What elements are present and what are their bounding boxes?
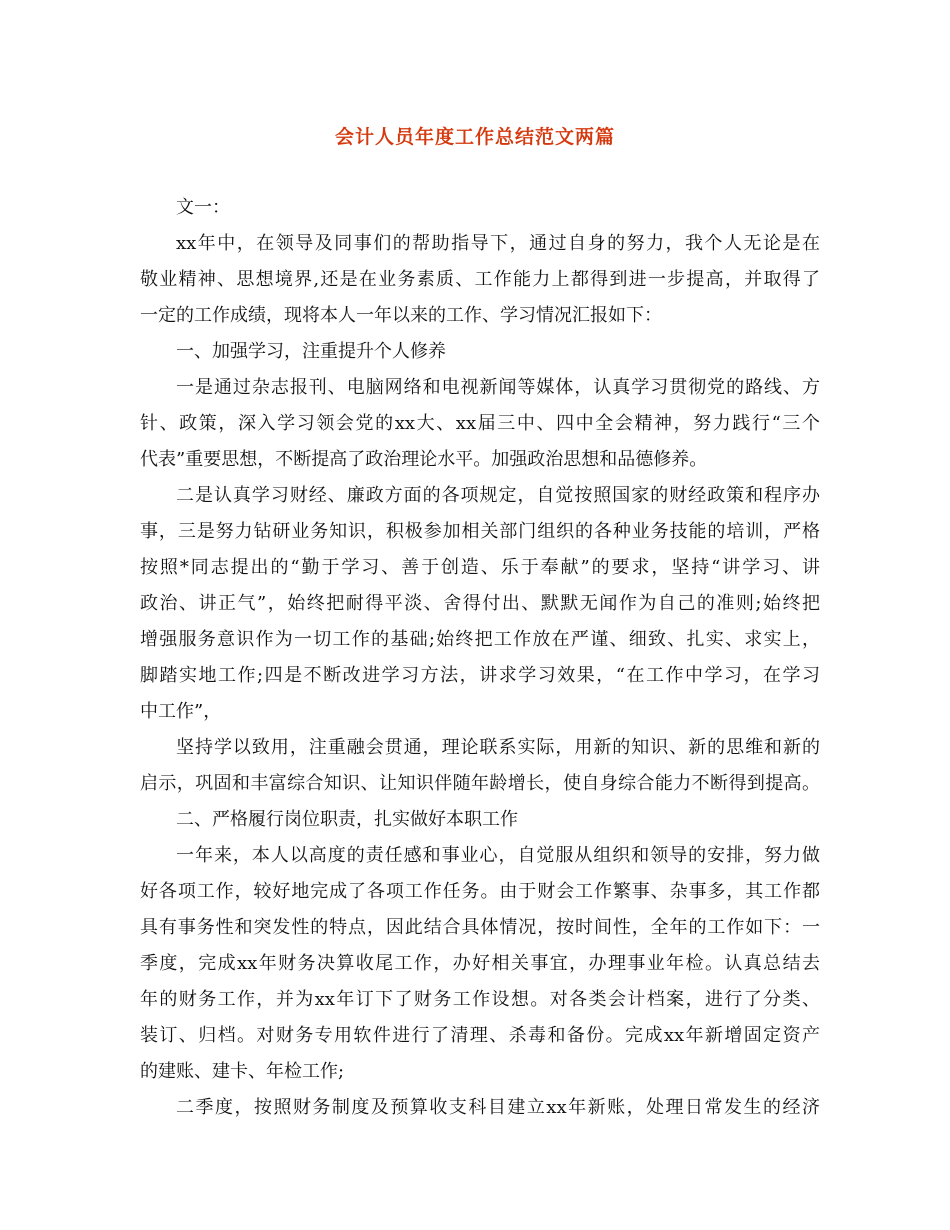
paragraph-line: 敬业精神、思想境界,还是在业务素质、工作能力上都得到进一步提高，并取得了 — [140, 269, 820, 290]
section-heading: 文一： — [176, 197, 230, 218]
paragraph-line: 的建账、建卡、年检工作; — [140, 1061, 345, 1082]
document-title: 会计人员年度工作总结范文两篇 — [334, 126, 615, 148]
paragraph-line: 按照*同志提出的“勤于学习、善于创造、乐于奉献”的要求，坚持“讲学习、讲 — [140, 557, 820, 578]
paragraph-line: 脚踏实地工作;四是不断改进学习方法，讲求学习效果，“在工作中学习，在学习 — [140, 665, 820, 686]
paragraph-line: 具有事务性和突发性的特点，因此结合具体情况，按时间性，全年的工作如下：一 — [140, 917, 820, 938]
section-heading: 一、加强学习，注重提升个人修养 — [176, 341, 446, 362]
paragraph-line: 政治、讲正气”，始终把耐得平淡、舍得付出、默默无闻作为自己的准则;始终把 — [140, 593, 820, 614]
paragraph-line: 装订、归档。对财务专用软件进行了清理、杀毒和备份。完成xx年新增固定资产 — [140, 1025, 820, 1046]
paragraph-line: 二是认真学习财经、廉政方面的各项规定，自觉按照国家的财经政策和程序办 — [176, 485, 820, 506]
paragraph-line: 针、政策，深入学习领会党的xx大、xx届三中、四中全会精神，努力践行“三个 — [140, 413, 820, 434]
paragraph-line: 年的财务工作，并为xx年订下了财务工作设想。对各类会计档案，进行了分类、 — [140, 989, 820, 1010]
paragraph-line: 好各项工作，较好地完成了各项工作任务。由于财会工作繁事、杂事多，其工作都 — [140, 881, 820, 902]
section-heading: 二、严格履行岗位职责，扎实做好本职工作 — [176, 809, 518, 830]
paragraph-line: 一定的工作成绩，现将本人一年以来的工作、学习情况汇报如下： — [140, 305, 662, 326]
paragraph-line: xx年中，在领导及同事们的帮助指导下，通过自身的努力，我个人无论是在 — [176, 233, 820, 254]
paragraph-line: 事，三是努力钻研业务知识，积极参加相关部门组织的各种业务技能的培训，严格 — [140, 521, 820, 542]
paragraph-line: 中工作”， — [140, 701, 222, 722]
paragraph-line: 季度，完成xx年财务决算收尾工作，办好相关事宜，办理事业年检。认真总结去 — [140, 953, 820, 974]
paragraph-line: 代表”重要思想，不断提高了政治理论水平。加强政治思想和品德修养。 — [140, 449, 708, 470]
paragraph-line: 增强服务意识作为一切工作的基础;始终把工作放在严谨、细致、扎实、求实上， — [140, 629, 820, 650]
paragraph-line: 坚持学以致用，注重融会贯通，理论联系实际，用新的知识、新的思维和新的 — [176, 737, 820, 758]
paragraph-line: 启示，巩固和丰富综合知识、让知识伴随年龄增长，使自身综合能力不断得到提高。 — [140, 773, 820, 794]
paragraph-line: 二季度，按照财务制度及预算收支科目建立xx年新账，处理日常发生的经济 — [176, 1097, 820, 1118]
paragraph-line: 一是通过杂志报刊、电脑网络和电视新闻等媒体，认真学习贯彻党的路线、方 — [176, 377, 820, 398]
paragraph-line: 一年来，本人以高度的责任感和事业心，自觉服从组织和领导的安排，努力做 — [176, 845, 820, 866]
